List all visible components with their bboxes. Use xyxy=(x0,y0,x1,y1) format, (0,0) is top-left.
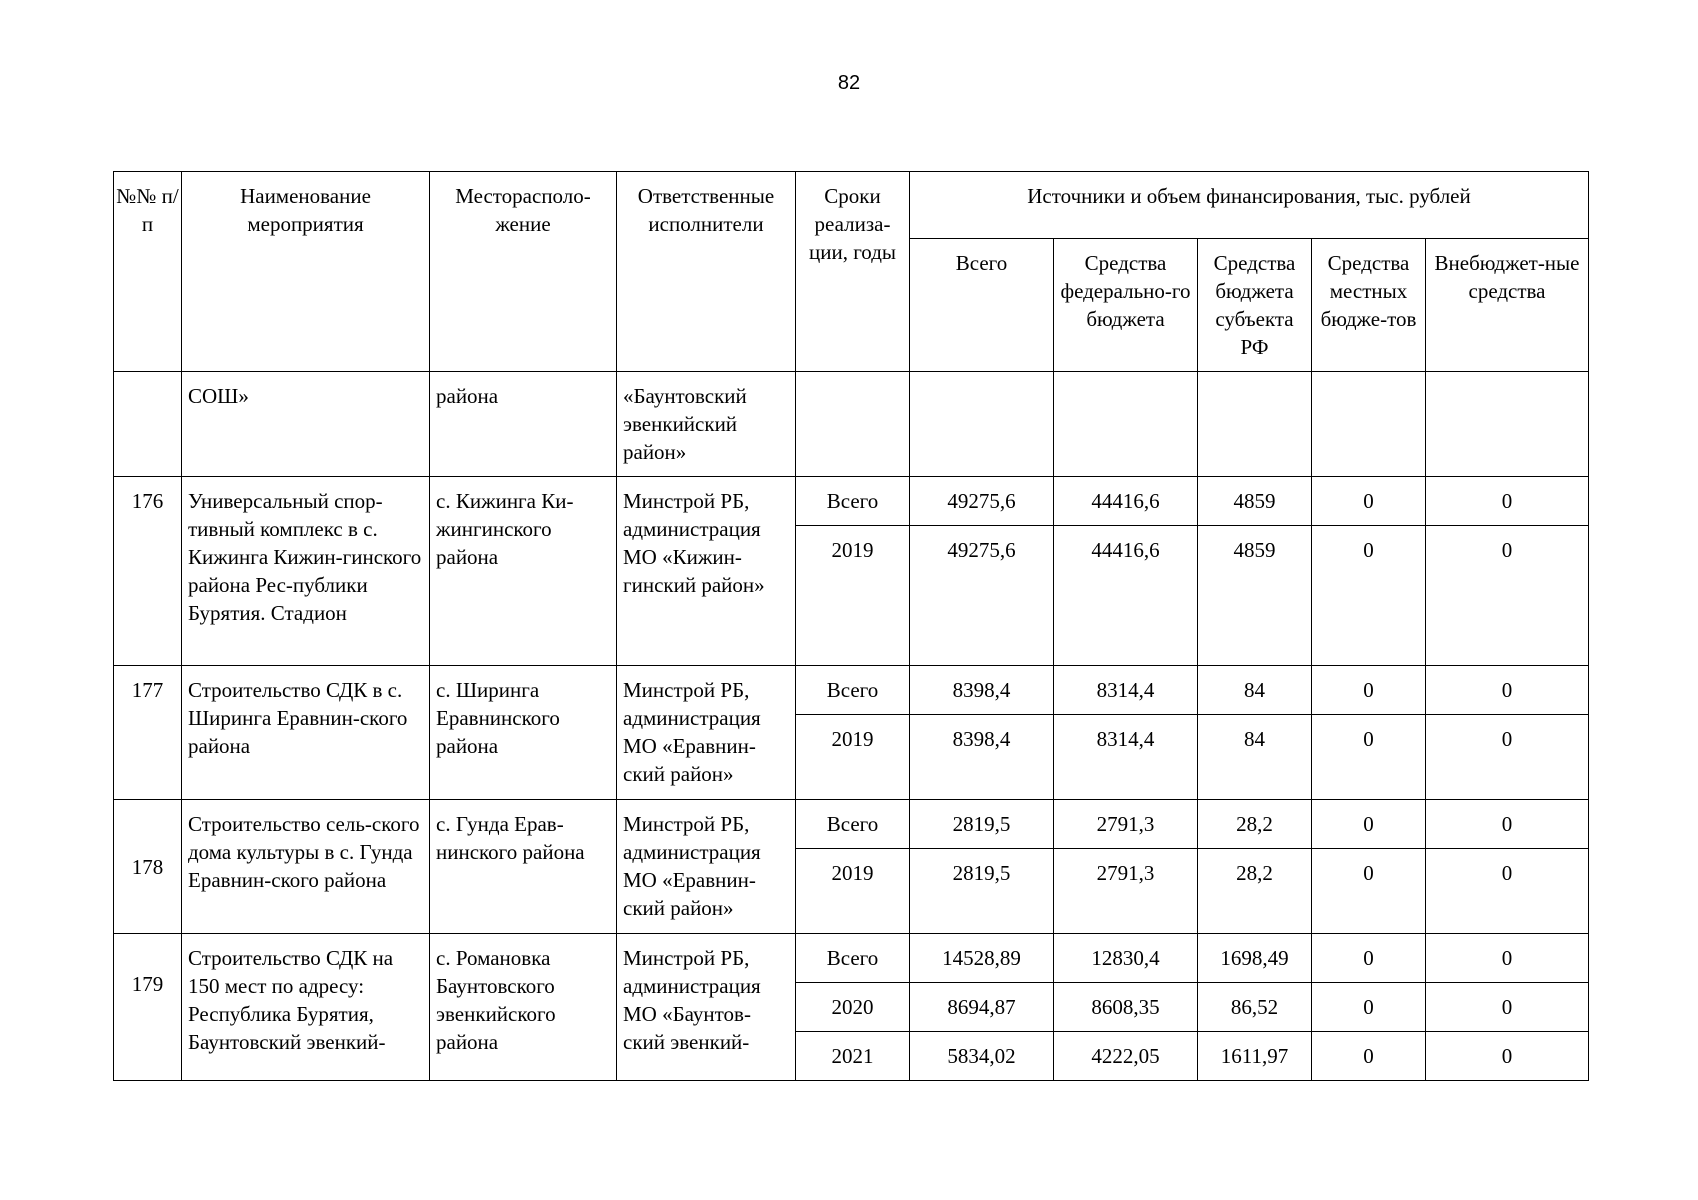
row-federal: 44416,6 xyxy=(1054,526,1198,666)
continuation-row xyxy=(114,372,1589,477)
row-extra: 0 xyxy=(1426,849,1589,934)
row-federal: 8608,35 xyxy=(1054,983,1198,1032)
financing-table xyxy=(113,171,1589,1081)
row-total: 5834,02 xyxy=(910,1032,1054,1081)
row-year: Всего xyxy=(796,800,910,849)
row-extra: 0 xyxy=(1426,666,1589,715)
row-subject: 84 xyxy=(1198,666,1312,715)
table-row xyxy=(114,666,1589,715)
row-subject: 1698,49 xyxy=(1198,934,1312,983)
row-local: 0 xyxy=(1312,983,1426,1032)
row-extra: 0 xyxy=(1426,526,1589,666)
row-federal: 8314,4 xyxy=(1054,666,1198,715)
row-local: 0 xyxy=(1312,526,1426,666)
row-year: 2019 xyxy=(796,849,910,934)
row-responsible: Минстрой РБ, администрация МО «Кижин-гинский район» xyxy=(617,477,796,666)
row-location: с. Гунда Ерав-нинского района xyxy=(430,800,617,934)
row-total: 49275,6 xyxy=(910,477,1054,526)
row-subject: 1611,97 xyxy=(1198,1032,1312,1081)
row-local: 0 xyxy=(1312,934,1426,983)
row-num: 178 xyxy=(114,800,182,934)
row-subject: 28,2 xyxy=(1198,849,1312,934)
row-location: с. Романовка Баунтовского эвенкийского района xyxy=(430,934,617,1081)
row-location: с. Кижинга Ки-жингинского района xyxy=(430,477,617,666)
row-local: 0 xyxy=(1312,715,1426,800)
page-number: 82 xyxy=(837,72,861,94)
row-subject: 4859 xyxy=(1198,526,1312,666)
row-total: 14528,89 xyxy=(910,934,1054,983)
row-local: 0 xyxy=(1312,666,1426,715)
row-subject: 84 xyxy=(1198,715,1312,800)
header-terms: Сроки реализа-ции, годы xyxy=(796,172,910,372)
continuation-empty xyxy=(796,372,910,477)
header-sources: Источники и объем финансирования, тыс. рублей xyxy=(910,172,1589,239)
row-responsible: Минстрой РБ, администрация МО «Еравнин-ский район» xyxy=(617,800,796,934)
row-subject: 4859 xyxy=(1198,477,1312,526)
row-num: 179 xyxy=(114,934,182,1081)
continuation-responsible: «Баунтовский эвенкийский район» xyxy=(617,372,796,477)
row-responsible: Минстрой РБ, администрация МО «Еравнин-ский район» xyxy=(617,666,796,800)
continuation-name: СОШ» xyxy=(182,372,430,477)
row-federal: 44416,6 xyxy=(1054,477,1198,526)
row-extra: 0 xyxy=(1426,800,1589,849)
row-total: 8398,4 xyxy=(910,666,1054,715)
continuation-empty xyxy=(1426,372,1589,477)
row-total: 8694,87 xyxy=(910,983,1054,1032)
row-federal: 12830,4 xyxy=(1054,934,1198,983)
header-name: Наименование мероприятия xyxy=(182,172,430,372)
header-location: Месторасполо-жение xyxy=(430,172,617,372)
row-federal: 2791,3 xyxy=(1054,849,1198,934)
row-year: 2021 xyxy=(796,1032,910,1081)
continuation-empty xyxy=(1054,372,1198,477)
row-federal: 8314,4 xyxy=(1054,715,1198,800)
row-federal: 4222,05 xyxy=(1054,1032,1198,1081)
header-num: №№ п/п xyxy=(114,172,182,372)
row-local: 0 xyxy=(1312,849,1426,934)
row-name: Строительство СДК в с. Ширинга Еравнин-ского района xyxy=(182,666,430,800)
table-row xyxy=(114,800,1589,849)
row-extra: 0 xyxy=(1426,983,1589,1032)
header-total: Всего xyxy=(910,239,1054,372)
row-extra: 0 xyxy=(1426,1032,1589,1081)
row-name: Строительство СДК на 150 мест по адресу: Республика Бурятия, Баунтовский эвенкий- xyxy=(182,934,430,1081)
row-location: с. Ширинга Еравнинского района xyxy=(430,666,617,800)
row-year: Всего xyxy=(796,477,910,526)
row-total: 49275,6 xyxy=(910,526,1054,666)
continuation-empty xyxy=(910,372,1054,477)
row-year: 2020 xyxy=(796,983,910,1032)
row-year: 2019 xyxy=(796,715,910,800)
continuation-empty xyxy=(1198,372,1312,477)
header-federal: Средства федерально-го бюджета xyxy=(1054,239,1198,372)
header-subject: Средства бюджета субъекта РФ xyxy=(1198,239,1312,372)
row-year: 2019 xyxy=(796,526,910,666)
table-row xyxy=(114,477,1589,526)
row-local: 0 xyxy=(1312,800,1426,849)
row-extra: 0 xyxy=(1426,715,1589,800)
row-local: 0 xyxy=(1312,1032,1426,1081)
row-local: 0 xyxy=(1312,477,1426,526)
continuation-empty xyxy=(1312,372,1426,477)
continuation-location: района xyxy=(430,372,617,477)
row-subject: 28,2 xyxy=(1198,800,1312,849)
row-extra: 0 xyxy=(1426,934,1589,983)
header-extra: Внебюджет-ные средства xyxy=(1426,239,1589,372)
row-subject: 86,52 xyxy=(1198,983,1312,1032)
row-federal: 2791,3 xyxy=(1054,800,1198,849)
row-responsible: Минстрой РБ, администрация МО «Баунтов-ский эвенкий- xyxy=(617,934,796,1081)
row-total: 2819,5 xyxy=(910,800,1054,849)
row-year: Всего xyxy=(796,666,910,715)
row-total: 8398,4 xyxy=(910,715,1054,800)
row-extra: 0 xyxy=(1426,477,1589,526)
row-num: 176 xyxy=(114,477,182,666)
table-row xyxy=(114,934,1589,983)
continuation-num xyxy=(114,372,182,477)
row-year: Всего xyxy=(796,934,910,983)
row-name: Универсальный спор-тивный комплекс в с. Кижинга Кижин-гинского района Рес-публики Бурятия. Стадион xyxy=(182,477,430,666)
row-total: 2819,5 xyxy=(910,849,1054,934)
header-local: Средства местных бюдже-тов xyxy=(1312,239,1426,372)
row-num: 177 xyxy=(114,666,182,800)
row-name: Строительство сель-ского дома культуры в с. Гунда Еравнин-ского района xyxy=(182,800,430,934)
header-responsible: Ответственные исполнители xyxy=(617,172,796,372)
